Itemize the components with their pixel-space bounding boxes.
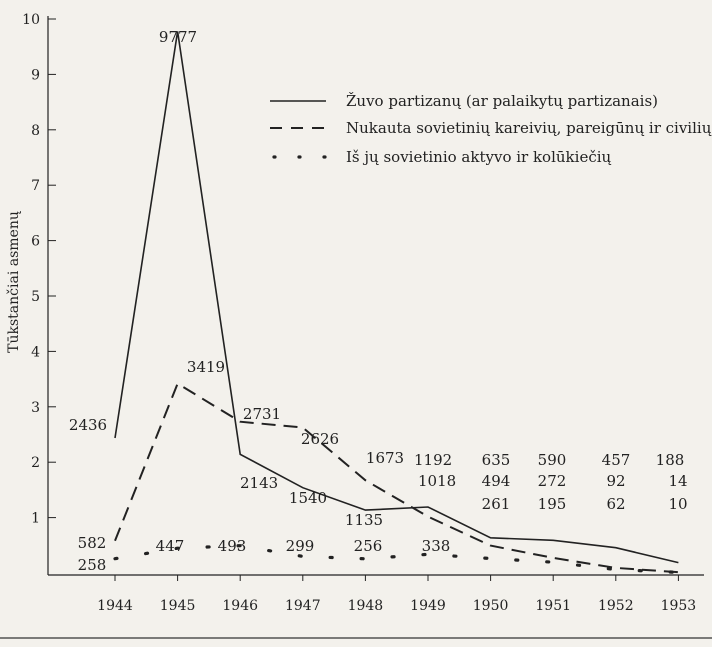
- series-line-solid: [115, 31, 678, 562]
- data-label-dotted: 338: [421, 537, 451, 555]
- legend-entry: Iš jų sovietinio aktyvo ir kolūkiečių: [346, 148, 612, 166]
- x-tick-label: 1950: [472, 598, 509, 614]
- y-tick-label: 1: [31, 510, 40, 527]
- data-label-dotted: 258: [77, 556, 107, 574]
- x-tick-label: 1949: [410, 598, 446, 614]
- data-label-solid: 188: [655, 451, 685, 469]
- y-tick-label: 8: [31, 122, 40, 139]
- data-label-dotted: 493: [217, 537, 247, 555]
- data-label-solid: 590: [537, 451, 567, 469]
- data-label-solid: 9777: [158, 28, 198, 46]
- data-label-dashed: 2626: [300, 430, 340, 448]
- legend-entry: Nukauta sovietinių kareivių, pareigūnų ir civilių: [346, 119, 712, 137]
- x-tick-label: 1947: [284, 598, 321, 614]
- x-tick-label: 1944: [97, 598, 133, 614]
- data-label-solid: 635: [481, 451, 511, 469]
- legend: [270, 92, 712, 166]
- y-tick-label: 7: [31, 178, 40, 195]
- y-tick-label: 4: [31, 344, 40, 361]
- data-label-dashed: 92: [606, 472, 626, 490]
- data-label-dashed: 2731: [242, 405, 282, 423]
- series-lines: [115, 31, 678, 572]
- data-label-dashed: 3419: [186, 358, 226, 376]
- data-label-dotted: 256: [353, 537, 383, 555]
- y-tick-label: 5: [31, 289, 40, 305]
- data-label-dashed: 494: [481, 472, 511, 490]
- x-tick-label: 1952: [597, 598, 634, 614]
- series-line-dotted: [115, 546, 678, 573]
- data-label-solid: 1135: [344, 511, 384, 529]
- y-tick-label: 2: [31, 455, 40, 472]
- legend-entry: Žuvo partizanų (ar palaikytų partizanais): [346, 92, 659, 110]
- data-label-solid: 1192: [414, 451, 453, 469]
- series-line-dashed: [115, 384, 678, 573]
- data-label-dashed: 14: [668, 472, 688, 490]
- data-label-solid: 1540: [288, 489, 328, 507]
- y-tick-label: 6: [31, 233, 40, 250]
- data-label-dashed: 582: [77, 534, 107, 552]
- x-tick-label: 1953: [660, 598, 697, 614]
- data-label-dotted: 62: [606, 495, 626, 513]
- x-tick-label: 1948: [347, 598, 384, 614]
- data-label-dotted: 447: [155, 537, 185, 555]
- data-label-dashed: 1673: [365, 449, 405, 467]
- data-label-dotted: 195: [537, 495, 567, 513]
- y-tick-label: 9: [31, 67, 40, 84]
- data-label-solid: 2436: [68, 416, 108, 434]
- x-tick-label: 1951: [535, 598, 572, 614]
- data-label-dotted: 10: [668, 495, 688, 513]
- y-axis-label: Tūkstančiai asmenų: [6, 211, 22, 353]
- data-label-dotted: 261: [481, 495, 511, 513]
- data-label-dotted: 299: [285, 537, 315, 555]
- data-label-solid: 2143: [240, 474, 279, 492]
- y-tick-label: 10: [22, 12, 40, 28]
- data-label-solid: 457: [601, 451, 631, 469]
- data-label-dashed: 272: [537, 472, 567, 490]
- data-label-dashed: 1018: [418, 472, 457, 490]
- x-tick-label: 1945: [159, 598, 196, 614]
- x-tick-label: 1946: [222, 598, 259, 614]
- y-tick-label: 3: [31, 399, 40, 416]
